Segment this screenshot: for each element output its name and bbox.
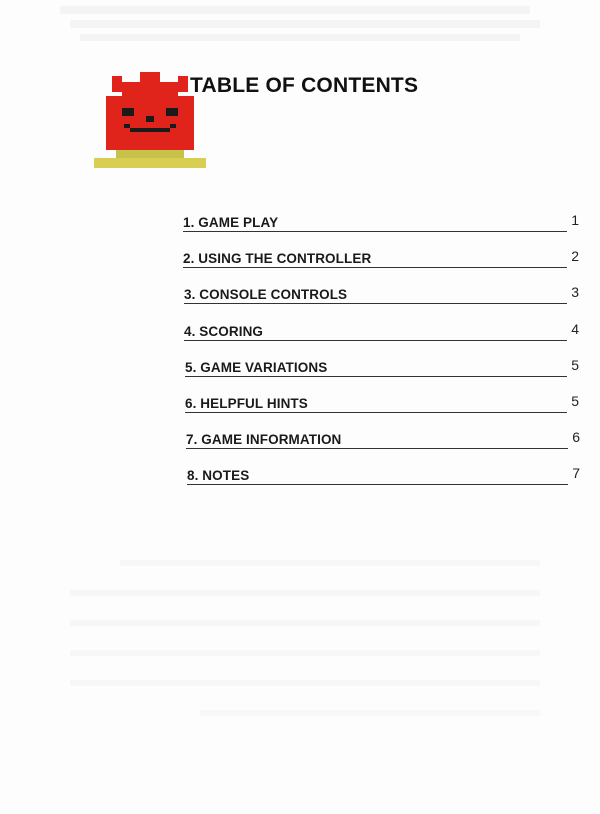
toc-entry-rule [183,231,567,232]
toc-entry[interactable] [185,357,579,377]
toc-entry[interactable] [186,429,580,449]
toc-entry[interactable] [183,212,579,232]
toc-entry-page: 5 [571,393,579,409]
toc-entry-label: 3. CONSOLE CONTROLS [184,287,348,302]
toc-entry-label: 7. GAME INFORMATION [186,432,342,447]
toc-entry-label: 1. GAME PLAY [183,215,279,230]
toc-entry-label: 4. SCORING [184,324,264,339]
toc-entry-label: 5. GAME VARIATIONS [185,360,328,375]
page-title: TABLE OF CONTENTS [190,74,419,97]
toc-entry-rule [184,303,567,304]
toc-entry-label: 6. HELPFUL HINTS [185,396,308,411]
toc-entry-label: 2. USING THE CONTROLLER [183,251,372,266]
toc-entry-rule [183,267,567,268]
toc-entry-page: 4 [571,321,579,337]
toc-entry[interactable] [185,393,579,413]
toc-entry-page: 1 [571,212,579,228]
toc-entry-page: 7 [572,465,580,481]
toc-entry-rule [187,484,568,485]
toc-entry-page: 3 [571,284,579,300]
toc-entry[interactable] [187,465,580,485]
toc-entry[interactable] [184,284,579,304]
toc-entry-label: 8. NOTES [187,468,250,483]
toc-entry-rule [186,448,568,449]
toc-entry-page: 2 [571,248,579,264]
toc-entry-page: 6 [572,429,580,445]
toc-entry[interactable] [183,248,579,268]
toc-entry[interactable] [184,321,579,341]
toc-entry-page: 5 [571,357,579,373]
toc-entry-rule [184,340,567,341]
toc-entry-rule [185,376,567,377]
toc-entry-rule [185,412,567,413]
